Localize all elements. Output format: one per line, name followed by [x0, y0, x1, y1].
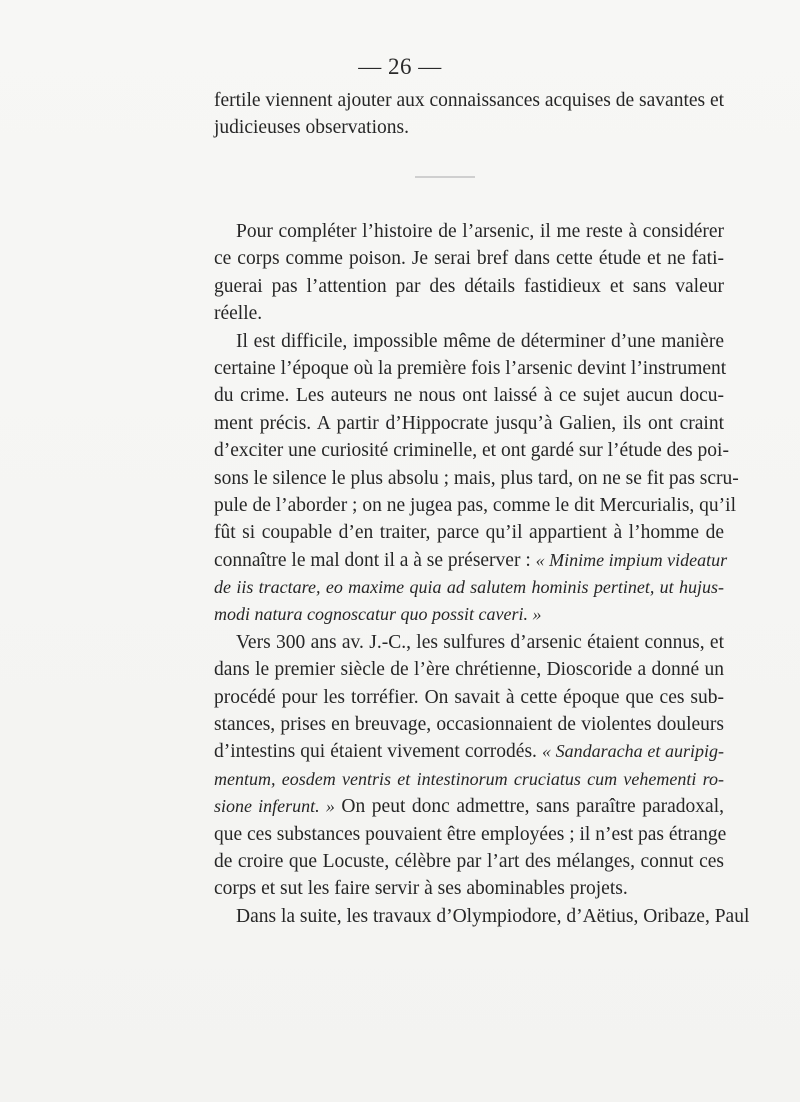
roman-text: procédé pour les torréfier. On savait à cette époque que ces sub- — [214, 686, 724, 708]
paragraph — [214, 218, 724, 328]
page-number: — 26 — — [358, 54, 442, 79]
text-line — [214, 793, 724, 820]
text-line — [214, 465, 739, 492]
roman-text: sons le silence le plus absolu ; mais, plus tard, on ne se fit pas scru- — [214, 467, 739, 489]
latin-quote: mentum, eosdem ventris et intestinorum cruciatus cum vehementi ro- — [214, 768, 724, 789]
top-paragraph — [214, 87, 724, 142]
main-text — [214, 218, 750, 930]
text-line — [214, 519, 724, 546]
text-line — [214, 711, 724, 738]
paragraph — [214, 328, 739, 629]
text-line — [214, 382, 724, 409]
roman-text: d’exciter une curiosité criminelle, et ont gardé sur l’étude des poi- — [214, 440, 729, 462]
roman-text: réelle. — [214, 303, 263, 325]
roman-text: du crime. Les auteurs ne nous ont laissé à ce sujet aucun docu- — [214, 385, 724, 407]
latin-quote: de iis tractare, eo maxime quia ad salutem hominis pertinet, ut hujus- — [214, 577, 724, 598]
roman-text: Il est difficile, impossible même de déterminer d’une manière — [236, 330, 724, 352]
roman-text: pule de l’aborder ; on ne jugea pas, comme le dit Mercurialis, qu’il — [214, 494, 736, 516]
text-line — [214, 684, 724, 711]
section-separator — [415, 176, 475, 178]
text-line — [214, 656, 724, 683]
roman-text: certaine l’époque où la première fois l’arsenic devint l’instrument — [214, 357, 727, 379]
roman-text: ce corps comme poison. Je serai bref dans cette étude et ne fati- — [214, 248, 724, 270]
roman-text: que ces substances pouvaient être employées ; il n’est pas étrange — [214, 823, 727, 845]
text-line — [214, 273, 724, 300]
text-line — [214, 848, 724, 875]
text-line — [214, 547, 728, 574]
roman-text: d’intestins qui étaient vivement corrodés. — [214, 741, 537, 763]
text-line — [214, 218, 724, 245]
text-line — [214, 300, 724, 327]
text-line: judicieuses observations. — [214, 117, 409, 139]
text-line — [214, 355, 727, 382]
roman-text: Dans la suite, les travaux d’Olympiodore, d’Aëtius, Oribaze, Paul — [236, 905, 750, 927]
text-line — [214, 245, 724, 272]
text-line — [214, 875, 724, 902]
roman-text: connaître le mal dont il a à se préserver : — [214, 549, 531, 571]
roman-text: dans le premier siècle de l’ère chrétienne, Dioscoride a donné un — [214, 659, 724, 681]
roman-text: guerai pas l’attention par des détails fastidieux et sans valeur — [214, 275, 724, 297]
text-line — [214, 821, 727, 848]
text-line — [214, 766, 724, 793]
paragraph — [214, 903, 750, 930]
roman-text: corps et sut les faire servir à ses abominables projets. — [214, 878, 628, 900]
roman-text: Pour compléter l’histoire de l’arsenic, il me reste à considérer — [236, 221, 724, 242]
latin-quote: « Sandaracha et auripig- — [541, 741, 724, 762]
text-line — [214, 410, 724, 437]
text-line — [214, 629, 724, 656]
text-line — [214, 437, 729, 464]
roman-text: On peut donc admettre, sans paraître paradoxal, — [341, 796, 725, 818]
text-line — [214, 903, 750, 930]
roman-text: stances, prises en breuvage, occasionnaient de violentes douleurs — [214, 714, 724, 736]
roman-text: fût si coupable d’en traiter, parce qu’il appartient à l’homme de — [214, 522, 724, 544]
text-line — [214, 601, 724, 628]
text-line — [214, 574, 724, 601]
text-line: fertile viennent ajouter aux connaissances acquises de savantes et — [214, 90, 725, 111]
latin-quote: « Minime impium videatur — [535, 549, 728, 570]
roman-text: de croire que Locuste, célèbre par l’art des mélanges, connut ces — [214, 850, 724, 872]
latin-quote: sione inferunt. » — [214, 796, 335, 817]
text-line — [214, 738, 724, 765]
text-line — [214, 492, 736, 519]
text-line — [214, 328, 724, 355]
paragraph — [214, 629, 727, 903]
roman-text: Vers 300 ans av. J.-C., les sulfures d’arsenic étaient connus, et — [236, 631, 724, 653]
roman-text: ment précis. A partir d’Hippocrate jusqu’à Galien, ils ont craint — [214, 412, 724, 434]
latin-quote: modi natura cognoscatur quo possit caveri. » — [214, 604, 542, 625]
